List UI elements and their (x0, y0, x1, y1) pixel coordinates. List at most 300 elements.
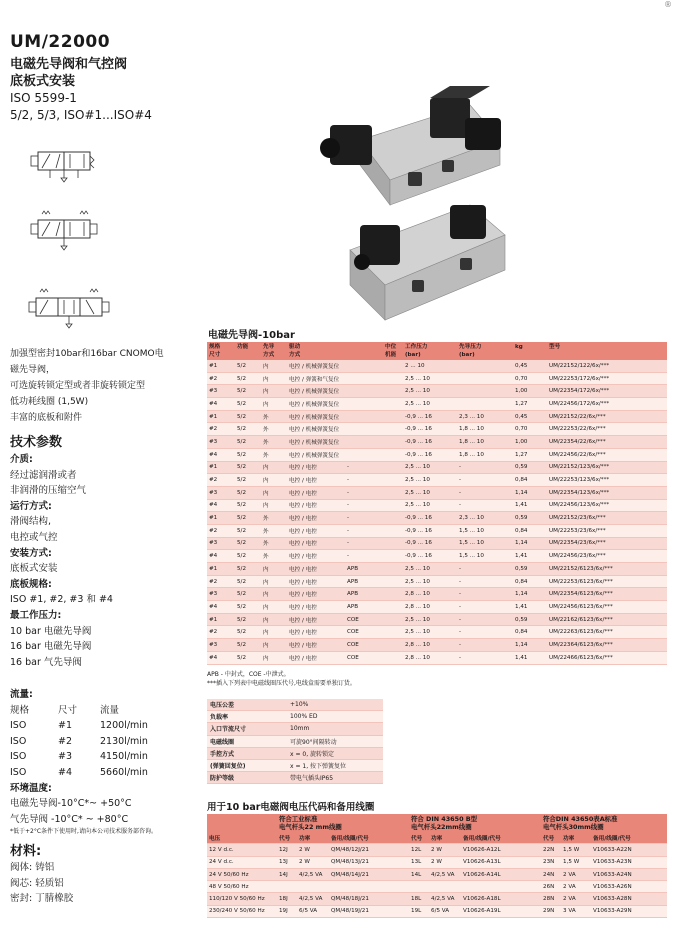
table-cell: 电控 / 机械弹簧复位 (287, 423, 345, 436)
table-cell: 外 (261, 524, 287, 537)
volt-cell: V10626-A12L (461, 844, 541, 856)
spec-row (207, 772, 383, 784)
table-cell: 外 (261, 537, 287, 550)
spec-cell: x = 0, 旋转锁定 (287, 747, 383, 759)
table-header: kg (513, 342, 547, 360)
table-cell: UM/22456/172/6x/*** (547, 398, 667, 411)
table-cell: UM/22152/22/6x/*** (547, 410, 667, 423)
table-cell: 电控 / 电控 (287, 512, 345, 525)
table-row (207, 474, 667, 487)
materials-list (10, 860, 73, 907)
table-cell (441, 601, 457, 614)
volt-cell: V10626-A14L (461, 868, 541, 880)
volt-cell: 4/2,5 VA (429, 868, 461, 880)
table-cell (499, 651, 513, 664)
table-cell: 1,14 (513, 537, 547, 550)
volt-cell: 18J (277, 893, 297, 905)
table-cell (499, 360, 513, 372)
page-title: UM/22000 (10, 32, 111, 52)
table-cell (441, 651, 457, 664)
table-cell (499, 550, 513, 563)
table-cell (383, 499, 403, 512)
temp-note: *低于+2°C条件下使用时,请向本公司技术服务部咨询。 (10, 828, 157, 836)
volt-header: 代号 (277, 832, 297, 844)
tech-heading: 技术参数 (10, 435, 63, 450)
table-cell (383, 550, 403, 563)
volt-group-header: 符合DIN 43650表A标准 电气杆头30mm线圈 (541, 814, 667, 832)
flow-cell: #4 (58, 766, 73, 778)
table-cell: 1,8 ... 10 (457, 448, 499, 461)
flow-cell: ISO (10, 766, 27, 778)
table-cell (499, 448, 513, 461)
spec-row (207, 723, 383, 735)
volt-cell: 2 VA (561, 881, 591, 893)
table-cell: 外 (261, 448, 287, 461)
feature-line: 可选旋转锁定型或者非旋转锁定型 (10, 381, 146, 391)
table-cell: #4 (207, 398, 235, 411)
table-cell: 5/2 (235, 512, 261, 525)
tech-parameters (10, 452, 205, 670)
flow-row (10, 765, 170, 781)
table-cell: -0,9 ... 16 (403, 537, 441, 550)
table-cell (499, 575, 513, 588)
flow-section (10, 687, 170, 836)
table-cell: 内 (261, 360, 287, 372)
table-cell: 1,41 (513, 651, 547, 664)
table-cell: 5/2 (235, 651, 261, 664)
volt-cell (329, 881, 409, 893)
table-cell (441, 486, 457, 499)
table-row (207, 486, 667, 499)
table-cell: - (457, 499, 499, 512)
flow-header: 规格 (10, 704, 30, 716)
table-cell: 内 (261, 651, 287, 664)
table-cell: 内 (261, 474, 287, 487)
table-cell: 外 (261, 423, 287, 436)
table-row (207, 524, 667, 537)
volt-row (207, 893, 667, 905)
table-cell (499, 588, 513, 601)
table-cell: 内 (261, 588, 287, 601)
table-cell (457, 372, 499, 385)
table-header: 型号 (547, 342, 667, 360)
spec-table (207, 699, 383, 784)
table-cell: UM/22162/6123/6x/*** (547, 613, 667, 626)
volt-row (207, 856, 667, 868)
table-cell: #2 (207, 626, 235, 639)
table-cell: 电控 / 电控 (287, 524, 345, 537)
volt-row (207, 905, 667, 917)
table-cell: APB (345, 575, 383, 588)
table-cell (441, 385, 457, 398)
volt-cell (277, 881, 297, 893)
table-cell: 5/2 (235, 423, 261, 436)
solenoid-valve-table (207, 342, 667, 665)
tech-line: ISO #1, #2, #3 和 #4 (10, 594, 113, 606)
spec-row (207, 711, 383, 723)
table-cell (499, 398, 513, 411)
volt-cell (429, 881, 461, 893)
table-cell: #2 (207, 474, 235, 487)
table-cell (383, 626, 403, 639)
table-cell (383, 448, 403, 461)
table-cell: 外 (261, 436, 287, 449)
table-cell (345, 410, 383, 423)
table-cell (441, 550, 457, 563)
table-cell (457, 360, 499, 372)
voltage-table-title: 用于10 bar电磁阀电压代码和备用线圈 (207, 802, 375, 813)
table-row (207, 537, 667, 550)
table-cell: COE (345, 639, 383, 652)
table-row (207, 372, 667, 385)
flow-table (10, 703, 170, 781)
table-cell (383, 537, 403, 550)
table-cell: - (457, 563, 499, 576)
table-cell: 内 (261, 613, 287, 626)
table-cell: 电控 / 电控 (287, 499, 345, 512)
table-cell (383, 601, 403, 614)
volt-cell: V10633-A26N (591, 881, 667, 893)
table-cell (441, 537, 457, 550)
table-cell (499, 563, 513, 576)
volt-cell: V10633-A28N (591, 893, 667, 905)
table-cell: 电控 / 机械弹簧复位 (287, 360, 345, 372)
flow-row (10, 734, 170, 750)
table-cell: - (457, 588, 499, 601)
table-cell: 电控 / 电控 (287, 651, 345, 664)
volt-cell: 24N (541, 868, 561, 880)
table-cell: -0,9 ... 16 (403, 436, 441, 449)
table-cell: -0,9 ... 16 (403, 512, 441, 525)
table-cell (383, 360, 403, 372)
volt-row (207, 881, 667, 893)
volt-cell: 19J (277, 905, 297, 917)
table-header: 先导 方式 (261, 342, 287, 360)
table-header (345, 342, 383, 360)
table-cell (457, 385, 499, 398)
flow-header: 流量 (100, 704, 120, 716)
table-cell: 电控 / 机械弹簧复位 (287, 385, 345, 398)
table-cell (441, 410, 457, 423)
flow-cell: 2130l/min (100, 735, 148, 747)
table-cell (499, 524, 513, 537)
table-cell: #2 (207, 372, 235, 385)
table-cell: 2,8 ... 10 (403, 601, 441, 614)
table-cell: UM/22253/172/6x/*** (547, 372, 667, 385)
volt-cell: V10633-A22N (591, 844, 667, 856)
table-cell: - (457, 575, 499, 588)
table-cell (383, 410, 403, 423)
table-cell: 内 (261, 499, 287, 512)
volt-header: 备用/线圈/代号 (329, 832, 409, 844)
table-cell (441, 639, 457, 652)
product-photo-double-solenoid (340, 180, 510, 334)
table-cell: -0,9 ... 16 (403, 550, 441, 563)
table-cell (441, 461, 457, 474)
table-cell: 电控 / 机械弹簧复位 (287, 410, 345, 423)
table-cell: 2,5 ... 10 (403, 474, 441, 487)
table-cell: 2,5 ... 10 (403, 626, 441, 639)
table-cell: 1,14 (513, 639, 547, 652)
material-line: 阀芯: 轻质铝 (10, 877, 64, 889)
table-cell: 1,8 ... 10 (457, 423, 499, 436)
table-cell: - (457, 486, 499, 499)
volt-cell: 2 W (429, 844, 461, 856)
spec-row (207, 759, 383, 771)
table-cell (383, 423, 403, 436)
volt-header: 电压 (207, 832, 277, 844)
table-row (207, 588, 667, 601)
table-cell: 0,70 (513, 423, 547, 436)
table-cell: 0,59 (513, 563, 547, 576)
table-cell: 5/2 (235, 537, 261, 550)
table-cell: 1,27 (513, 398, 547, 411)
table-cell: - (457, 613, 499, 626)
flow-header: 尺寸 (58, 704, 78, 716)
table-cell (499, 537, 513, 550)
subtitle-line: ISO 5599-1 (10, 91, 77, 105)
volt-cell: 14L (409, 868, 429, 880)
table-cell: #3 (207, 486, 235, 499)
subtitle-line: 5/2, 5/3, ISO#1...ISO#4 (10, 108, 152, 122)
table-cell (383, 385, 403, 398)
table-cell: - (457, 474, 499, 487)
tech-line: 运行方式: (10, 500, 52, 512)
table-cell: -0,9 ... 16 (403, 423, 441, 436)
table-cell: - (345, 474, 383, 487)
table-cell: -0,9 ... 16 (403, 448, 441, 461)
table-cell: 1,41 (513, 499, 547, 512)
table-cell: 内 (261, 398, 287, 411)
table-cell: UM/22152/23/6x/*** (547, 512, 667, 525)
table-cell (441, 575, 457, 588)
volt-header: 备用/线圈/代号 (591, 832, 667, 844)
table-cell: - (345, 461, 383, 474)
table-header: 规格 尺寸 (207, 342, 235, 360)
volt-cell: V10626-A18L (461, 893, 541, 905)
materials-heading: 材料: (10, 844, 42, 859)
table-cell (499, 474, 513, 487)
volt-cell: 12J (277, 844, 297, 856)
volt-header: 代号 (541, 832, 561, 844)
volt-cell: 14J (277, 868, 297, 880)
table-cell: 内 (261, 639, 287, 652)
volt-cell: 24 V d.c. (207, 856, 277, 868)
volt-cell: 4/2,5 VA (429, 893, 461, 905)
spec-cell: (弹簧回复位) (207, 759, 287, 771)
tech-line: 安装方式: (10, 547, 52, 559)
volt-header: 备用/线圈/代号 (461, 832, 541, 844)
table-cell (441, 448, 457, 461)
tech-line: 底板式安装 (10, 563, 58, 575)
table-cell: 5/2 (235, 410, 261, 423)
spec-cell: 手控方式 (207, 747, 287, 759)
spec-cell: 入口节流尺寸 (207, 723, 287, 735)
volt-cell (409, 881, 429, 893)
table-cell (383, 575, 403, 588)
valve-symbol-5-3 (28, 288, 104, 332)
table-row (207, 410, 667, 423)
table-cell (499, 639, 513, 652)
volt-cell: 2 VA (561, 868, 591, 880)
table-cell: 内 (261, 575, 287, 588)
table-cell (383, 474, 403, 487)
volt-header: 功率 (561, 832, 591, 844)
table-cell: 2,8 ... 10 (403, 651, 441, 664)
feature-line: 丰富的底板和附件 (10, 413, 83, 423)
table-cell: 1,00 (513, 385, 547, 398)
table-cell: 内 (261, 626, 287, 639)
table-cell: #2 (207, 524, 235, 537)
volt-cell: 3 VA (561, 905, 591, 917)
table-cell: #4 (207, 651, 235, 664)
table-cell (345, 398, 383, 411)
tech-line: 10 bar 电磁先导阀 (10, 625, 92, 637)
volt-header: 功率 (429, 832, 461, 844)
table-cell: APB (345, 588, 383, 601)
table-cell: #4 (207, 550, 235, 563)
table-cell: 外 (261, 512, 287, 525)
table-cell (383, 524, 403, 537)
volt-cell: 19L (409, 905, 429, 917)
table-cell (499, 385, 513, 398)
table-cell: APB (345, 563, 383, 576)
table-cell: 0,84 (513, 524, 547, 537)
volt-header-row (207, 832, 667, 844)
valve-symbol-5-2-single (28, 146, 104, 186)
table-cell (441, 626, 457, 639)
volt-cell: 4/2,5 VA (297, 893, 329, 905)
table-cell (441, 436, 457, 449)
table-cell: -0,9 ... 16 (403, 410, 441, 423)
table-cell: 2,5 ... 10 (403, 461, 441, 474)
tech-line: 最工作压力: (10, 609, 62, 621)
temp-label: 环境温度: (10, 782, 52, 794)
volt-cell: 12 V d.c. (207, 844, 277, 856)
table-cell: #4 (207, 601, 235, 614)
table-cell: 0,84 (513, 474, 547, 487)
volt-cell: 13J (277, 856, 297, 868)
table-cell: UM/22263/6123/6x/*** (547, 626, 667, 639)
table-cell: 1,00 (513, 436, 547, 449)
table-cell: UM/22152/123/6x/*** (547, 461, 667, 474)
table-cell: 2 ... 10 (403, 360, 441, 372)
table-cell: 内 (261, 372, 287, 385)
volt-row (207, 868, 667, 880)
table-row (207, 423, 667, 436)
spec-cell: +10% (287, 699, 383, 711)
table-cell: - (457, 639, 499, 652)
volt-cell: 230/240 V 50/60 Hz (207, 905, 277, 917)
table-cell: 0,59 (513, 613, 547, 626)
volt-cell: 12L (409, 844, 429, 856)
table-cell: 电控 / 机械弹簧复位 (287, 436, 345, 449)
tech-line: 非润滑的压缩空气 (10, 485, 87, 497)
table-cell: APB (345, 601, 383, 614)
table-cell (499, 372, 513, 385)
table-cell (441, 398, 457, 411)
table-row (207, 512, 667, 525)
table-cell (499, 410, 513, 423)
table-cell: - (457, 651, 499, 664)
table-cell: 电控 / 弹簧和气复位 (287, 372, 345, 385)
table-cell: UM/22253/123/6x/*** (547, 474, 667, 487)
table-cell: 5/2 (235, 486, 261, 499)
table-cell (383, 461, 403, 474)
table-cell (345, 423, 383, 436)
table-cell (345, 448, 383, 461)
table-cell (345, 360, 383, 372)
tech-line: 滑阀结构, (10, 516, 52, 528)
tech-line: 底板规格: (10, 578, 52, 590)
table-cell: UM/22354/172/6x/*** (547, 385, 667, 398)
table-cell: 5/2 (235, 626, 261, 639)
table-cell (441, 360, 457, 372)
table-cell (383, 436, 403, 449)
spec-cell: 防护等级 (207, 772, 287, 784)
volt-cell: 2 W (297, 856, 329, 868)
table-cell: 电控 / 电控 (287, 588, 345, 601)
page-subtitle (10, 56, 200, 124)
volt-cell: 1,5 W (561, 856, 591, 868)
volt-cell (461, 881, 541, 893)
table-cell: UM/22152/6123/6x/*** (547, 563, 667, 576)
table-row (207, 575, 667, 588)
volt-group-header: 符合 DIN 43650 B型 电气杆头22mm线圈 (409, 814, 541, 832)
table-cell: UM/22456/22/6x/*** (547, 448, 667, 461)
flow-cell: ISO (10, 720, 27, 732)
table-cell: UM/22354/6123/6x/*** (547, 588, 667, 601)
table-cell (457, 398, 499, 411)
feature-line: 低功耗线圈 (1,5W) (10, 397, 89, 407)
table-cell: 2,8 ... 10 (403, 639, 441, 652)
tech-line: 介质: (10, 454, 33, 465)
volt-cell: V10633-A29N (591, 905, 667, 917)
table-cell: 电控 / 电控 (287, 613, 345, 626)
table-cell (499, 499, 513, 512)
subtitle-line: 底板式安装 (10, 74, 76, 89)
table-header (499, 342, 513, 360)
table-cell: UM/22456/123/6x/*** (547, 499, 667, 512)
flow-cell: #3 (58, 751, 73, 763)
table-cell: #2 (207, 575, 235, 588)
table-cell (441, 474, 457, 487)
table-cell: 1,41 (513, 550, 547, 563)
table-cell: 0,59 (513, 512, 547, 525)
table-cell: 2,5 ... 10 (403, 499, 441, 512)
table-notes (207, 670, 356, 688)
tech-line: 电控或气控 (10, 531, 58, 543)
table-cell: - (345, 524, 383, 537)
table-cell (345, 385, 383, 398)
table-cell: 2,8 ... 10 (403, 588, 441, 601)
flow-cell: 5660l/min (100, 766, 148, 778)
table-cell: 5/2 (235, 448, 261, 461)
table-cell: 5/2 (235, 461, 261, 474)
volt-cell: 4/2,5 VA (297, 868, 329, 880)
volt-group-header: 符合工业标准 电气杆头22 mm线圈 (277, 814, 409, 832)
table-cell (441, 423, 457, 436)
table-cell: 5/2 (235, 575, 261, 588)
table-cell: 电控 / 电控 (287, 550, 345, 563)
table-cell: 电控 / 电控 (287, 601, 345, 614)
table-cell: UM/22354/22/6x/*** (547, 436, 667, 449)
table-cell: 5/2 (235, 601, 261, 614)
volt-cell: 48 V 50/60 Hz (207, 881, 277, 893)
table-cell: 5/2 (235, 372, 261, 385)
spec-cell: 带电气插头IP65 (287, 772, 383, 784)
table-cell: 5/2 (235, 524, 261, 537)
